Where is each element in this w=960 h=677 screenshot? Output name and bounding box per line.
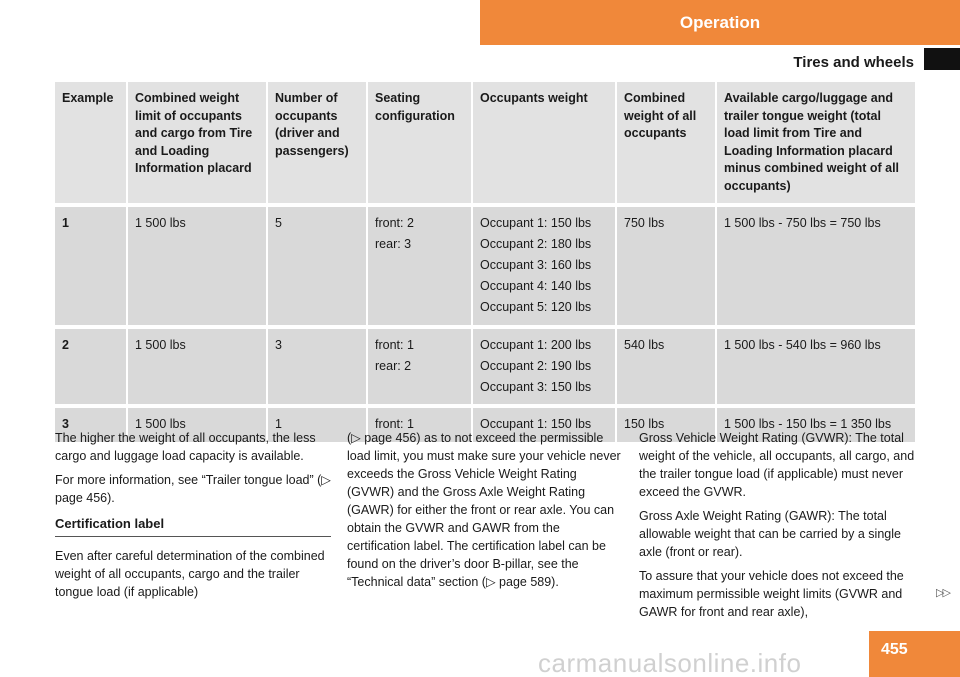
seating-line: front: 1 [375,417,414,431]
col-header-occupants-weight: Occupants weight [472,82,616,205]
paragraph: The higher the weight of all occupants, the less cargo and luggage load capacity is available. [55,431,316,463]
heading-certification-label: Certification label [55,515,331,537]
text-column-3 [639,429,915,627]
col-header-example: Example [55,82,127,205]
cell-example: 3 [55,406,127,444]
occupant-weight-line: Occupant 1: 150 lbs [480,417,592,431]
cell-occupants: 3 [267,327,367,407]
occupant-weight-line: Occupant 1: 150 lbs [480,216,592,230]
cell-limit: 1 500 lbs [127,406,267,444]
section-tab-operation: Operation [480,0,960,45]
cell-occupants: 5 [267,205,367,327]
cell-weights [472,327,616,407]
cell-combined: 540 lbs [616,327,716,407]
occupant-weight-line: Occupant 4: 140 lbs [480,279,592,293]
cell-combined: 150 lbs [616,406,716,444]
seating-line: rear: 3 [375,237,412,251]
thumb-index-marker [924,48,960,70]
cell-available: 1 500 lbs - 750 lbs = 750 lbs [716,205,915,327]
continue-arrow-icon: ▷▷ [936,587,949,599]
watermark: carmanualsonline.info [538,648,802,677]
cell-available: 1 500 lbs - 150 lbs = 1 350 lbs [716,406,915,444]
col-header-combined-weight: Combined weight of all occupants [616,82,716,205]
seating-line: front: 2 [375,216,414,230]
paragraph-gawr: Gross Axle Weight Rating (GAWR): The total allowable weight that can be carried by a single axle (front or rear). [639,509,901,559]
occupant-weight-line: Occupant 2: 180 lbs [480,237,592,251]
page-number: 455 [869,631,960,677]
table-row [55,205,915,327]
cell-limit: 1 500 lbs [127,327,267,407]
text-column-2 [347,429,623,597]
paragraph-gvwr: Gross Vehicle Weight Rating (GVWR): The total weight of the vehicle, all occupants, all cargo, and the trailer tongue load (if applicable) must never exceed the GVWR. [639,431,915,499]
occupant-weight-line: Occupant 2: 190 lbs [480,358,592,373]
occupant-weight-line: Occupant 5: 120 lbs [480,300,592,314]
paragraph: (▷ page 456) as to not exceed the permissible load limit, you must make sure your vehicle never exceeds the Gross Vehicle Weight Rating (GVWR) and the Gross Axle Weight Rating (GAWR) for either the front or rear axle. You can obtain the GVWR and GAWR from the certification label. The certification label can be found on the driver’s door B-pillar, see the “Technical data” section (▷ page 589). [347,431,621,589]
cell-combined: 750 lbs [616,205,716,327]
cell-occupants: 1 [267,406,367,444]
col-header-seating: Seating configuration [367,82,472,205]
occupant-weight-line: Occupant 1: 200 lbs [480,337,592,352]
cell-available: 1 500 lbs - 540 lbs = 960 lbs [716,327,915,407]
cell-limit: 1 500 lbs [127,205,267,327]
occupant-weight-line: Occupant 3: 150 lbs [480,379,592,394]
load-limit-table [55,82,915,446]
col-header-available-cargo: Available cargo/luggage and trailer tongue weight (total load limit from Tire and Loading Information placard minus combined weight of all occupants) [716,82,915,205]
col-header-number-of-occupants: Number of occupants (driver and passengers) [267,82,367,205]
col-header-weight-limit: Combined weight limit of occupants and cargo from Tire and Loading Information placard [127,82,267,205]
cell-seating [367,205,472,327]
subsection-title: Tires and wheels [793,54,914,71]
seating-line: front: 1 [375,337,414,352]
paragraph-trailer-reference: For more information, see “Trailer tongue load” (▷ page 456). [55,473,331,505]
table-row [55,327,915,407]
cell-example: 2 [55,327,127,407]
text-column-1 [55,429,331,607]
paragraph: To assure that your vehicle does not exceed the maximum permissible weight limits (GVWR and GAWR for front and rear axle), [639,569,904,619]
cell-weights [472,205,616,327]
cell-example: 1 [55,205,127,327]
paragraph: Even after careful determination of the combined weight of all occupants, cargo and the trailer tongue load (if applicable) [55,549,325,599]
seating-line: rear: 2 [375,358,412,373]
occupant-weight-line: Occupant 3: 160 lbs [480,258,592,272]
cell-seating [367,327,472,407]
table-header-row [55,82,915,205]
